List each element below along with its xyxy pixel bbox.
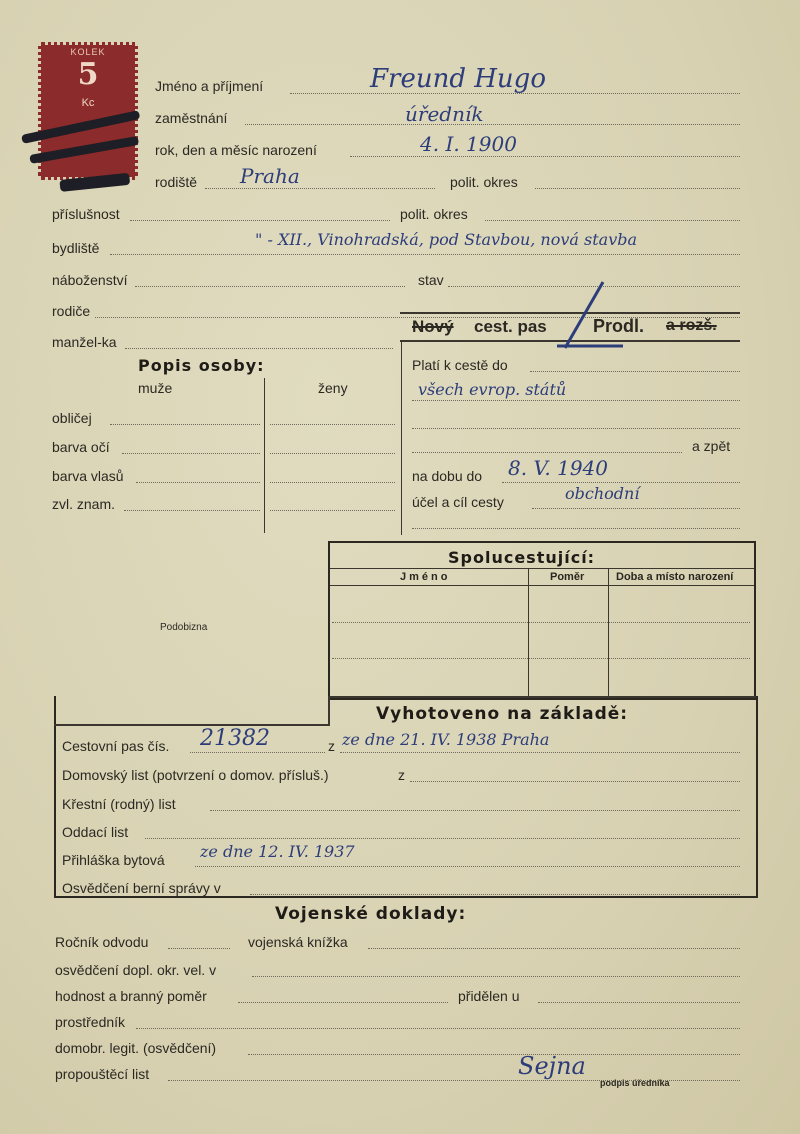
description-divider xyxy=(264,378,265,533)
description-line xyxy=(110,424,260,425)
passport-extension-note: a rozš. xyxy=(666,317,717,334)
occupation-value: úředník xyxy=(405,102,484,126)
valid-value: všech evrop. států xyxy=(418,380,567,399)
basis-passport-line xyxy=(190,752,325,753)
purpose-value: obchodní xyxy=(565,484,640,503)
valid-line-3 xyxy=(412,428,740,429)
description-row-face: obličej xyxy=(52,410,92,426)
purpose-label: účel a cíl cesty xyxy=(412,494,504,510)
purpose-line xyxy=(532,508,740,509)
companions-col-birth: Doba a místo narození xyxy=(616,571,734,583)
name-label: Jméno a příjmení xyxy=(155,78,264,94)
residence-value: " - XII., Vinohradská, pod Stavbou, nová stavba xyxy=(255,230,638,249)
birth-value: 4. I. 1900 xyxy=(420,132,517,156)
citizenship-label: příslušnost xyxy=(52,206,120,222)
valid-line-2 xyxy=(412,400,740,401)
basis-passport-label: Cestovní pas čís. xyxy=(62,738,170,754)
basis-passport-from-label: z xyxy=(328,738,335,754)
companions-rule xyxy=(330,585,754,586)
description-row-eyes: barva očí xyxy=(52,439,110,455)
photo-border xyxy=(328,696,330,726)
purpose-line-2 xyxy=(412,528,740,529)
description-line xyxy=(270,453,395,454)
military-book-line xyxy=(368,948,740,949)
stamp-top-text: KOLEK xyxy=(70,47,106,57)
birth-line xyxy=(350,156,740,157)
basis-tax-line xyxy=(250,894,740,895)
companions-col-divider xyxy=(608,568,609,696)
basis-registration-label: Přihláška bytová xyxy=(62,852,165,868)
description-line xyxy=(122,453,260,454)
military-cert-line xyxy=(252,976,740,977)
companions-heading: Spolucestující: xyxy=(448,548,596,567)
basis-baptism-label: Křestní (rodný) list xyxy=(62,796,176,812)
basis-header-rule xyxy=(328,696,756,698)
valid-label: Platí k cestě do xyxy=(412,357,508,373)
period-label: na dobu do xyxy=(412,468,483,484)
description-line xyxy=(136,482,260,483)
basis-passport-from-value: ze dne 21. IV. 1938 Praha xyxy=(342,730,550,749)
basis-domicile-label: Domovský list (potvrzení o domov. přísluš.) xyxy=(62,767,329,783)
religion-label: náboženství xyxy=(52,272,128,288)
companions-col-divider xyxy=(528,568,529,696)
residence-line xyxy=(110,254,740,255)
military-heading: Vojenské doklady: xyxy=(275,904,467,924)
spouse-line xyxy=(125,348,393,349)
basis-marriage-line xyxy=(145,838,740,839)
name-value: Freund Hugo xyxy=(370,64,546,94)
military-rank-label: hodnost a branný poměr xyxy=(55,988,207,1004)
signature-label: podpis úředníka xyxy=(600,1078,670,1088)
passport-extension-label: Prodl. xyxy=(593,316,645,336)
military-year-label: Ročník odvodu xyxy=(55,934,149,950)
companions-rule xyxy=(330,568,754,569)
military-rank-line xyxy=(238,1002,448,1003)
valid-line xyxy=(530,371,740,372)
basis-passport-from-line xyxy=(340,752,740,753)
citizenship-line xyxy=(130,220,390,221)
military-intermediary-label: prostředník xyxy=(55,1014,126,1030)
passport-divider xyxy=(401,340,402,535)
military-book-label: vojenská knížka xyxy=(248,934,348,950)
companions-row-line xyxy=(332,658,750,659)
return-label: a zpět xyxy=(692,438,731,454)
description-line xyxy=(270,482,395,483)
period-line xyxy=(502,482,740,483)
birth-label: rok, den a měsíc narození xyxy=(155,142,317,158)
military-assigned-label: přidělen u xyxy=(458,988,520,1004)
description-row-hair: barva vlasů xyxy=(52,468,124,484)
passport-new-label: Nový xyxy=(412,317,454,336)
description-heading: Popis osoby: xyxy=(138,356,265,375)
basis-marriage-label: Oddací list xyxy=(62,824,129,840)
description-row-marks: zvl. znam. xyxy=(52,496,116,512)
district-line xyxy=(535,188,740,189)
district-label: polit. okres xyxy=(450,174,518,190)
birthplace-label: rodiště xyxy=(155,174,198,190)
birthplace-line xyxy=(205,188,435,189)
stamp-unit: Kc xyxy=(81,97,95,109)
military-cert-label: osvědčení dopl. okr. vel. v xyxy=(55,962,217,978)
military-legit-label: domobr. legit. (osvědčení) xyxy=(55,1040,217,1056)
stamp-value: 5 xyxy=(77,57,99,92)
period-value: 8. V. 1940 xyxy=(508,456,608,480)
religion-line xyxy=(135,286,405,287)
military-year-line xyxy=(168,948,230,949)
basis-baptism-line xyxy=(210,810,740,811)
military-discharge-label: propouštěcí list xyxy=(55,1066,150,1082)
basis-registration-line xyxy=(195,866,740,867)
description-col-female: ženy xyxy=(318,380,348,396)
status-label: stav xyxy=(418,272,444,288)
military-legit-line xyxy=(248,1054,740,1055)
companions-col-name: Jméno xyxy=(400,571,451,583)
basis-domicile-line xyxy=(410,781,740,782)
occupation-label: zaměstnání xyxy=(155,110,228,126)
description-col-male: muže xyxy=(138,380,173,396)
basis-registration-value: ze dne 12. IV. 1937 xyxy=(200,842,355,861)
checkmark-stroke xyxy=(545,280,625,355)
passport-type-label: cest. pas xyxy=(474,317,547,336)
basis-tax-label: Osvědčení berní správy v xyxy=(62,880,221,896)
military-intermediary-line xyxy=(136,1028,740,1029)
basis-passport-number: 21382 xyxy=(200,726,270,751)
companions-row-line xyxy=(332,622,750,623)
parents-label: rodiče xyxy=(52,303,91,319)
occupation-line xyxy=(245,124,740,125)
basis-box-top xyxy=(54,724,330,726)
citizenship-district-line xyxy=(485,220,740,221)
spouse-label: manžel-ka xyxy=(52,334,117,350)
basis-domicile-from-label: z xyxy=(398,767,405,783)
description-line xyxy=(270,424,395,425)
military-assigned-line xyxy=(538,1002,740,1003)
valid-line-4 xyxy=(412,452,682,453)
basis-heading: Vyhotoveno na základě: xyxy=(376,704,629,724)
description-line xyxy=(124,510,260,511)
citizenship-district-label: polit. okres xyxy=(400,206,468,222)
residence-label: bydliště xyxy=(52,240,100,256)
photo-label: Podobizna xyxy=(160,622,208,633)
description-line xyxy=(270,510,395,511)
companions-col-relation: Poměr xyxy=(550,571,585,583)
birthplace-value: Praha xyxy=(240,164,300,188)
official-signature: Sejna xyxy=(518,1052,586,1080)
